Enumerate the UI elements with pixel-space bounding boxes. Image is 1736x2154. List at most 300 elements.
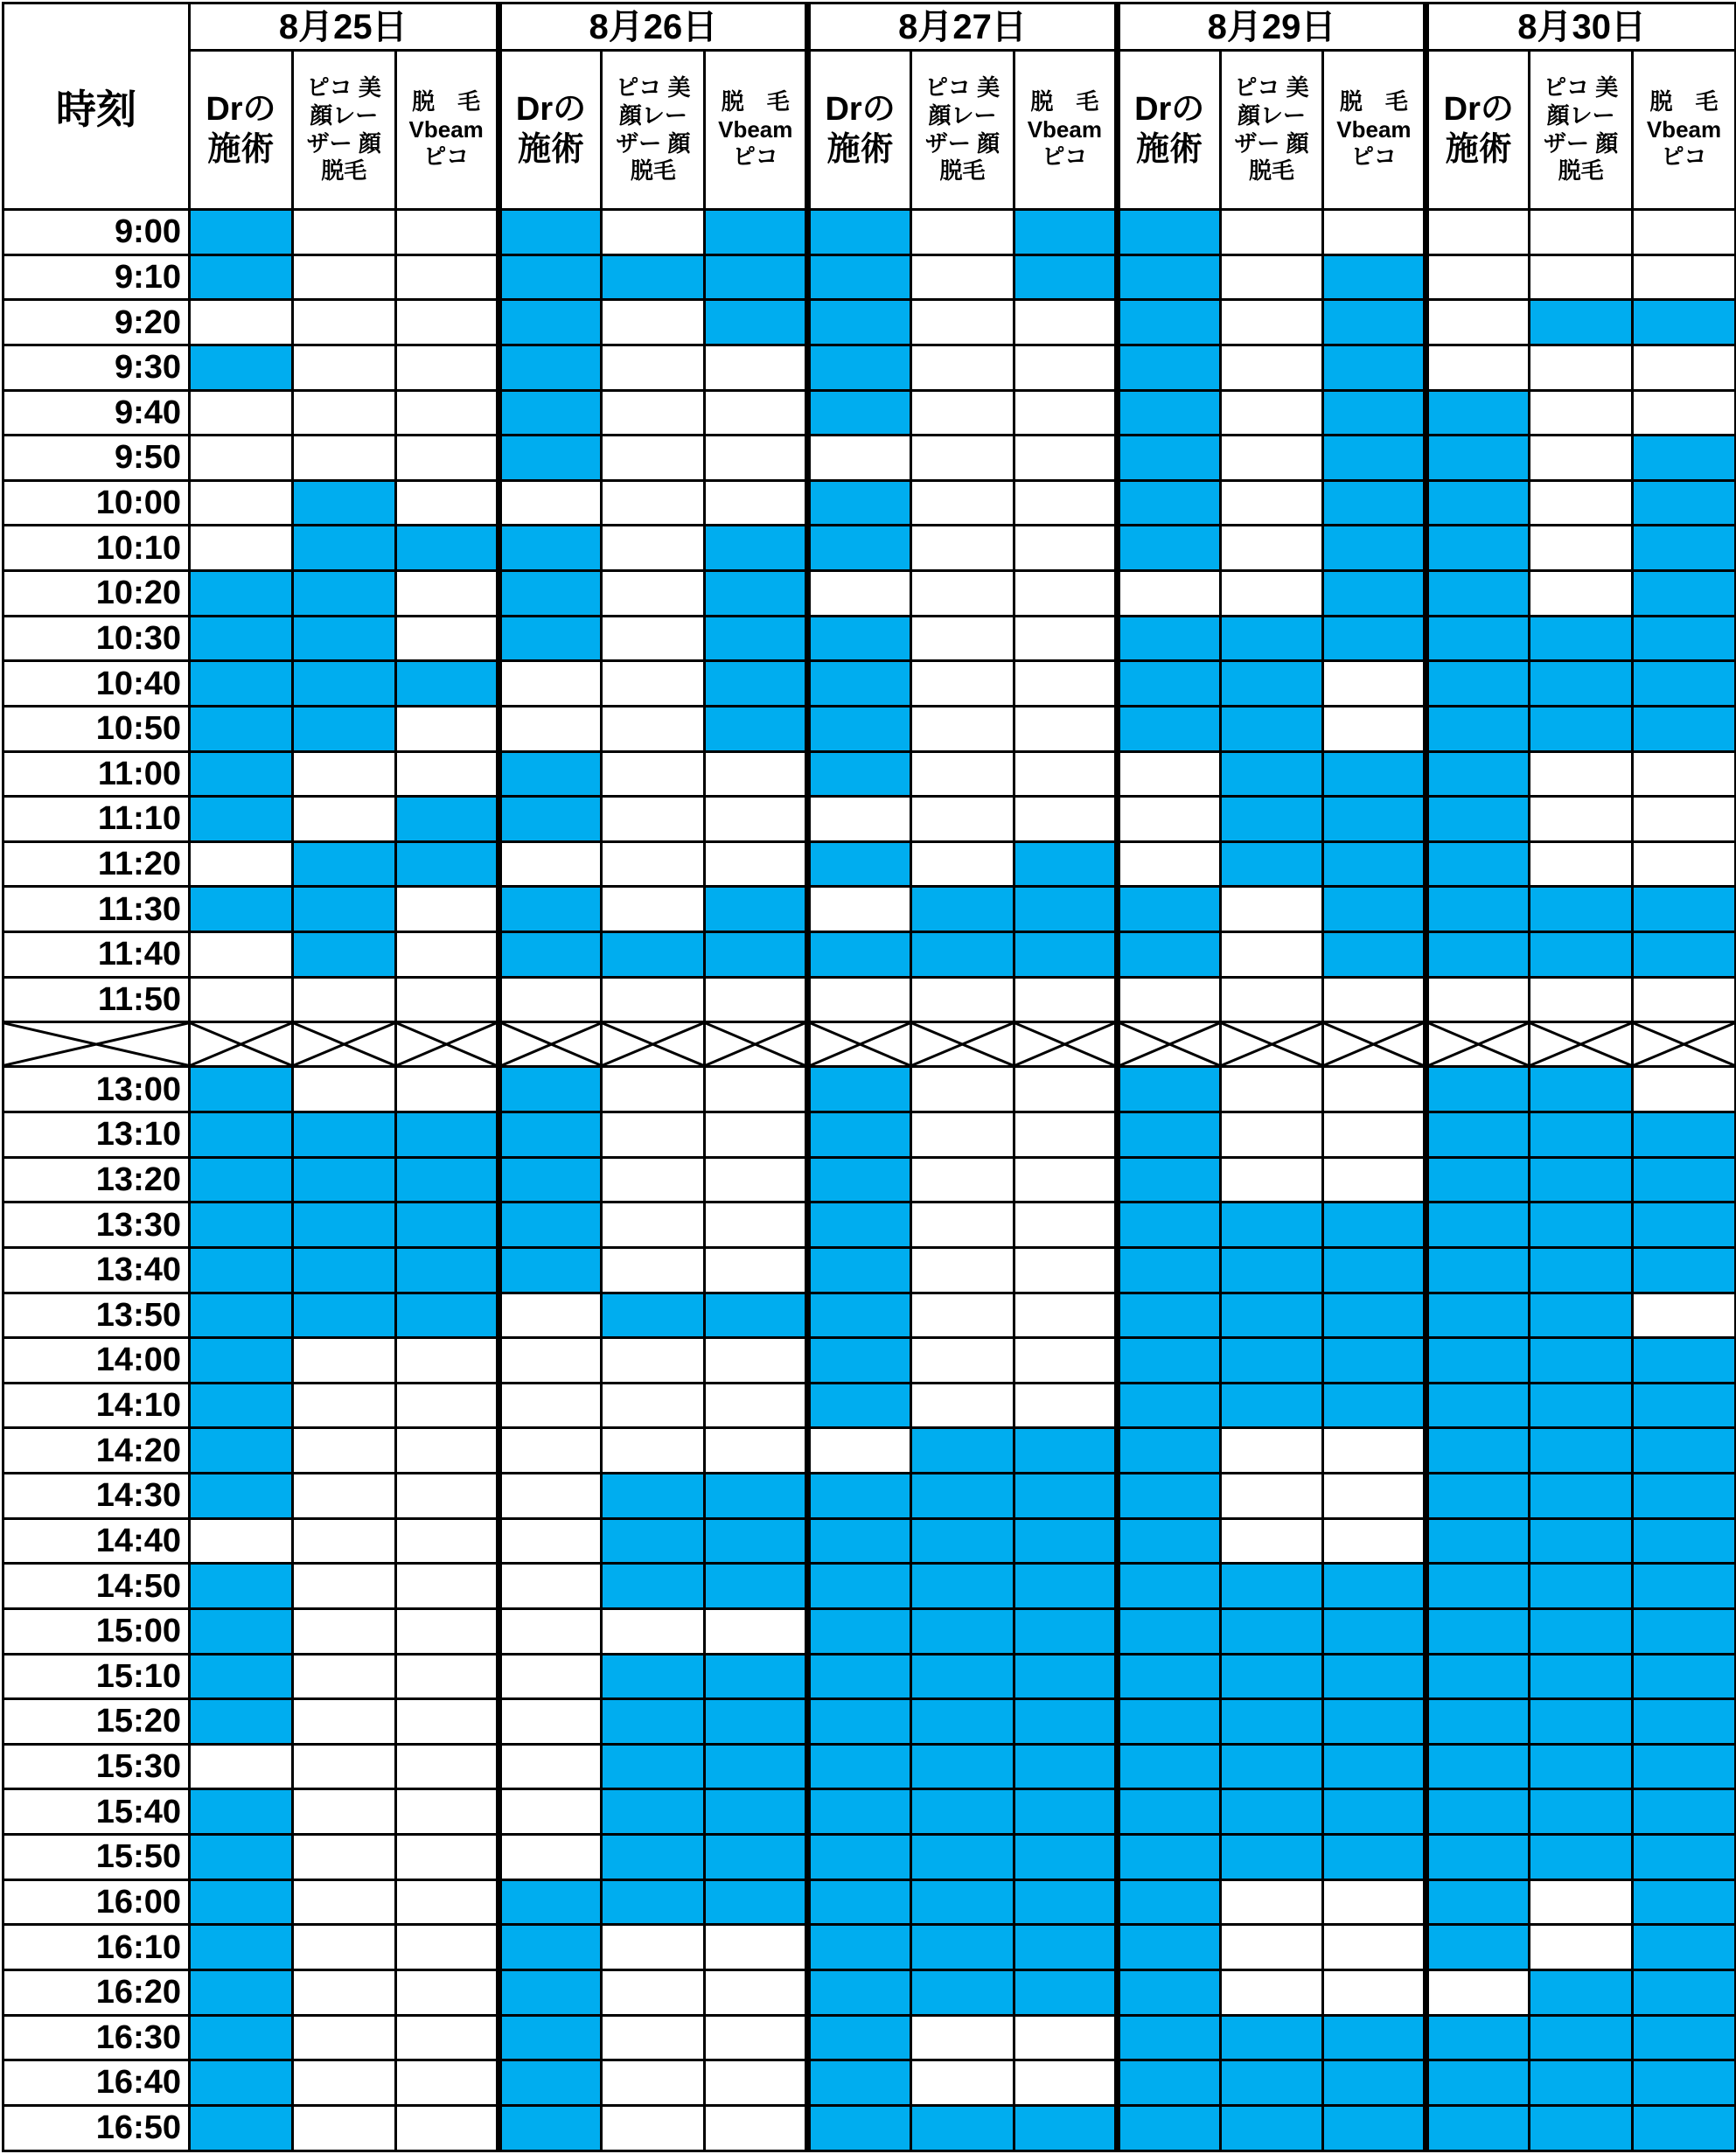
- slot-cell-open[interactable]: [1117, 751, 1220, 797]
- slot-cell-open[interactable]: [395, 1744, 498, 1789]
- slot-cell-open[interactable]: [705, 1067, 808, 1112]
- slot-cell-booked[interactable]: [498, 254, 602, 300]
- slot-cell-booked[interactable]: [1323, 1608, 1426, 1654]
- slot-cell-booked[interactable]: [911, 1518, 1014, 1564]
- slot-cell-booked[interactable]: [808, 2105, 911, 2151]
- slot-cell-open[interactable]: [395, 1925, 498, 1970]
- slot-cell-open[interactable]: [292, 1067, 395, 1112]
- slot-cell-booked[interactable]: [1426, 1338, 1530, 1384]
- slot-cell-booked[interactable]: [1117, 1338, 1220, 1384]
- slot-cell-open[interactable]: [395, 345, 498, 390]
- slot-cell-open[interactable]: [911, 1338, 1014, 1384]
- slot-cell-booked[interactable]: [498, 1969, 602, 2015]
- slot-cell-booked[interactable]: [1426, 1835, 1530, 1880]
- slot-cell-open[interactable]: [292, 210, 395, 255]
- slot-cell-open[interactable]: [292, 1699, 395, 1745]
- slot-cell-booked[interactable]: [1117, 254, 1220, 300]
- slot-cell-open[interactable]: [498, 1564, 602, 1609]
- slot-cell-booked[interactable]: [1633, 1969, 1736, 2015]
- slot-cell-booked[interactable]: [1530, 1067, 1633, 1112]
- slot-cell-booked[interactable]: [1633, 1925, 1736, 1970]
- slot-cell-booked[interactable]: [911, 1699, 1014, 1745]
- slot-cell-open[interactable]: [190, 841, 293, 887]
- slot-cell-open[interactable]: [292, 1789, 395, 1835]
- slot-cell-booked[interactable]: [808, 1518, 911, 1564]
- slot-cell-open[interactable]: [1220, 300, 1323, 345]
- slot-cell-open[interactable]: [602, 300, 705, 345]
- slot-cell-booked[interactable]: [1426, 706, 1530, 751]
- slot-cell-booked[interactable]: [1323, 254, 1426, 300]
- slot-cell-open[interactable]: [395, 1428, 498, 1474]
- slot-cell-booked[interactable]: [808, 1608, 911, 1654]
- slot-cell-booked[interactable]: [1633, 1157, 1736, 1202]
- slot-cell-booked[interactable]: [292, 706, 395, 751]
- slot-cell-booked[interactable]: [602, 1744, 705, 1789]
- slot-cell-open[interactable]: [911, 1383, 1014, 1428]
- slot-cell-booked[interactable]: [911, 1428, 1014, 1474]
- slot-cell-booked[interactable]: [1426, 1699, 1530, 1745]
- slot-cell-open[interactable]: [395, 254, 498, 300]
- slot-cell-booked[interactable]: [1426, 887, 1530, 932]
- slot-cell-booked[interactable]: [1117, 1112, 1220, 1158]
- slot-cell-booked[interactable]: [1633, 706, 1736, 751]
- slot-cell-booked[interactable]: [1117, 1699, 1220, 1745]
- slot-cell-booked[interactable]: [1633, 1879, 1736, 1925]
- slot-cell-open[interactable]: [1220, 480, 1323, 526]
- slot-cell-booked[interactable]: [1117, 1969, 1220, 2015]
- slot-cell-open[interactable]: [395, 300, 498, 345]
- slot-cell-booked[interactable]: [1530, 1112, 1633, 1158]
- slot-cell-booked[interactable]: [1014, 932, 1117, 978]
- slot-cell-booked[interactable]: [1530, 1338, 1633, 1384]
- slot-cell-booked[interactable]: [395, 841, 498, 887]
- slot-cell-open[interactable]: [602, 526, 705, 571]
- slot-cell-open[interactable]: [602, 1157, 705, 1202]
- slot-cell-booked[interactable]: [1220, 1835, 1323, 1880]
- slot-cell-booked[interactable]: [1220, 1699, 1323, 1745]
- slot-cell-open[interactable]: [911, 300, 1014, 345]
- slot-cell-open[interactable]: [498, 1744, 602, 1789]
- slot-cell-open[interactable]: [911, 661, 1014, 707]
- slot-cell-open[interactable]: [1014, 2060, 1117, 2106]
- slot-cell-booked[interactable]: [1014, 1474, 1117, 1519]
- slot-cell-booked[interactable]: [1323, 1383, 1426, 1428]
- slot-cell-open[interactable]: [292, 1608, 395, 1654]
- slot-cell-open[interactable]: [1530, 390, 1633, 436]
- slot-cell-booked[interactable]: [1117, 1925, 1220, 1970]
- slot-cell-booked[interactable]: [1323, 390, 1426, 436]
- slot-cell-open[interactable]: [1220, 390, 1323, 436]
- slot-cell-open[interactable]: [1633, 345, 1736, 390]
- slot-cell-booked[interactable]: [498, 751, 602, 797]
- slot-cell-open[interactable]: [911, 571, 1014, 617]
- slot-cell-open[interactable]: [395, 436, 498, 481]
- slot-cell-open[interactable]: [1426, 300, 1530, 345]
- slot-cell-booked[interactable]: [1117, 1474, 1220, 1519]
- slot-cell-open[interactable]: [602, 480, 705, 526]
- slot-cell-open[interactable]: [1014, 616, 1117, 661]
- slot-cell-booked[interactable]: [705, 1564, 808, 1609]
- slot-cell-booked[interactable]: [292, 1157, 395, 1202]
- slot-cell-booked[interactable]: [1426, 841, 1530, 887]
- slot-cell-booked[interactable]: [1323, 1293, 1426, 1338]
- slot-cell-booked[interactable]: [1220, 797, 1323, 842]
- slot-cell-booked[interactable]: [1014, 1744, 1117, 1789]
- slot-cell-booked[interactable]: [1426, 1789, 1530, 1835]
- slot-cell-booked[interactable]: [1117, 1518, 1220, 1564]
- slot-cell-open[interactable]: [1426, 210, 1530, 255]
- slot-cell-booked[interactable]: [1426, 2015, 1530, 2060]
- slot-cell-booked[interactable]: [1426, 1067, 1530, 1112]
- slot-cell-booked[interactable]: [602, 1293, 705, 1338]
- slot-cell-booked[interactable]: [498, 210, 602, 255]
- slot-cell-booked[interactable]: [395, 1293, 498, 1338]
- slot-cell-open[interactable]: [602, 1428, 705, 1474]
- slot-cell-booked[interactable]: [1323, 345, 1426, 390]
- slot-cell-booked[interactable]: [1530, 1699, 1633, 1745]
- slot-cell-open[interactable]: [602, 797, 705, 842]
- slot-cell-booked[interactable]: [705, 1789, 808, 1835]
- slot-cell-open[interactable]: [498, 977, 602, 1022]
- slot-cell-open[interactable]: [705, 2060, 808, 2106]
- slot-cell-booked[interactable]: [911, 1835, 1014, 1880]
- slot-cell-open[interactable]: [498, 1699, 602, 1745]
- slot-cell-booked[interactable]: [808, 1293, 911, 1338]
- slot-cell-open[interactable]: [292, 300, 395, 345]
- slot-cell-booked[interactable]: [1426, 1383, 1530, 1428]
- slot-cell-booked[interactable]: [602, 1699, 705, 1745]
- slot-cell-booked[interactable]: [1323, 2015, 1426, 2060]
- slot-cell-open[interactable]: [1014, 1383, 1117, 1428]
- slot-cell-booked[interactable]: [1117, 616, 1220, 661]
- slot-cell-open[interactable]: [292, 436, 395, 481]
- slot-cell-booked[interactable]: [190, 1383, 293, 1428]
- slot-cell-open[interactable]: [190, 1518, 293, 1564]
- slot-cell-booked[interactable]: [602, 1654, 705, 1699]
- slot-cell-open[interactable]: [705, 1383, 808, 1428]
- slot-cell-booked[interactable]: [1220, 1247, 1323, 1293]
- slot-cell-open[interactable]: [911, 1247, 1014, 1293]
- slot-cell-booked[interactable]: [395, 526, 498, 571]
- slot-cell-open[interactable]: [808, 887, 911, 932]
- slot-cell-booked[interactable]: [911, 1654, 1014, 1699]
- slot-cell-booked[interactable]: [1530, 2105, 1633, 2151]
- slot-cell-booked[interactable]: [1220, 1608, 1323, 1654]
- slot-cell-open[interactable]: [602, 345, 705, 390]
- slot-cell-booked[interactable]: [1117, 1654, 1220, 1699]
- slot-cell-open[interactable]: [1220, 526, 1323, 571]
- slot-cell-open[interactable]: [1220, 436, 1323, 481]
- slot-cell-booked[interactable]: [1530, 300, 1633, 345]
- slot-cell-booked[interactable]: [1323, 616, 1426, 661]
- slot-cell-open[interactable]: [705, 1925, 808, 1970]
- slot-cell-booked[interactable]: [1117, 661, 1220, 707]
- slot-cell-booked[interactable]: [602, 1518, 705, 1564]
- slot-cell-booked[interactable]: [1633, 2060, 1736, 2106]
- slot-cell-open[interactable]: [602, 1067, 705, 1112]
- slot-cell-booked[interactable]: [1323, 2060, 1426, 2106]
- slot-cell-booked[interactable]: [190, 1969, 293, 2015]
- slot-cell-booked[interactable]: [190, 1112, 293, 1158]
- slot-cell-open[interactable]: [395, 1608, 498, 1654]
- slot-cell-booked[interactable]: [1426, 1879, 1530, 1925]
- slot-cell-booked[interactable]: [911, 1474, 1014, 1519]
- slot-cell-booked[interactable]: [1633, 616, 1736, 661]
- slot-cell-open[interactable]: [705, 1608, 808, 1654]
- slot-cell-open[interactable]: [1014, 661, 1117, 707]
- slot-cell-booked[interactable]: [911, 1564, 1014, 1609]
- slot-cell-open[interactable]: [911, 526, 1014, 571]
- slot-cell-booked[interactable]: [705, 1835, 808, 1880]
- slot-cell-booked[interactable]: [1530, 1654, 1633, 1699]
- slot-cell-booked[interactable]: [1117, 480, 1220, 526]
- slot-cell-booked[interactable]: [1014, 254, 1117, 300]
- slot-cell-open[interactable]: [1530, 841, 1633, 887]
- slot-cell-booked[interactable]: [1323, 1654, 1426, 1699]
- slot-cell-booked[interactable]: [498, 797, 602, 842]
- slot-cell-booked[interactable]: [1323, 1202, 1426, 1248]
- slot-cell-open[interactable]: [808, 1428, 911, 1474]
- slot-cell-open[interactable]: [1323, 1157, 1426, 1202]
- slot-cell-booked[interactable]: [1530, 932, 1633, 978]
- slot-cell-open[interactable]: [911, 254, 1014, 300]
- slot-cell-open[interactable]: [1530, 480, 1633, 526]
- slot-cell-booked[interactable]: [705, 254, 808, 300]
- slot-cell-open[interactable]: [1530, 526, 1633, 571]
- slot-cell-booked[interactable]: [1117, 1744, 1220, 1789]
- slot-cell-open[interactable]: [602, 887, 705, 932]
- slot-cell-booked[interactable]: [1014, 1654, 1117, 1699]
- slot-cell-open[interactable]: [1220, 1925, 1323, 1970]
- slot-cell-booked[interactable]: [808, 254, 911, 300]
- slot-cell-booked[interactable]: [190, 1293, 293, 1338]
- slot-cell-booked[interactable]: [395, 1202, 498, 1248]
- slot-cell-open[interactable]: [911, 2060, 1014, 2106]
- slot-cell-open[interactable]: [602, 1608, 705, 1654]
- slot-cell-booked[interactable]: [705, 706, 808, 751]
- slot-cell-open[interactable]: [1014, 480, 1117, 526]
- slot-cell-booked[interactable]: [1220, 1744, 1323, 1789]
- slot-cell-open[interactable]: [1220, 1879, 1323, 1925]
- slot-cell-booked[interactable]: [1426, 1293, 1530, 1338]
- slot-cell-open[interactable]: [602, 1925, 705, 1970]
- slot-cell-booked[interactable]: [602, 1564, 705, 1609]
- slot-cell-booked[interactable]: [190, 1699, 293, 1745]
- slot-cell-booked[interactable]: [498, 932, 602, 978]
- slot-cell-booked[interactable]: [1530, 887, 1633, 932]
- slot-cell-booked[interactable]: [808, 1789, 911, 1835]
- slot-cell-booked[interactable]: [1220, 661, 1323, 707]
- slot-cell-open[interactable]: [190, 390, 293, 436]
- slot-cell-open[interactable]: [911, 797, 1014, 842]
- slot-cell-booked[interactable]: [1633, 1202, 1736, 1248]
- slot-cell-open[interactable]: [292, 1564, 395, 1609]
- slot-cell-open[interactable]: [292, 1744, 395, 1789]
- slot-cell-booked[interactable]: [498, 300, 602, 345]
- slot-cell-open[interactable]: [292, 1474, 395, 1519]
- slot-cell-booked[interactable]: [1117, 390, 1220, 436]
- slot-cell-open[interactable]: [1220, 254, 1323, 300]
- slot-cell-booked[interactable]: [1117, 1247, 1220, 1293]
- slot-cell-open[interactable]: [808, 571, 911, 617]
- slot-cell-open[interactable]: [1220, 1428, 1323, 1474]
- slot-cell-booked[interactable]: [498, 887, 602, 932]
- slot-cell-open[interactable]: [292, 797, 395, 842]
- slot-cell-open[interactable]: [1220, 571, 1323, 617]
- slot-cell-booked[interactable]: [808, 1969, 911, 2015]
- slot-cell-open[interactable]: [292, 1338, 395, 1384]
- slot-cell-booked[interactable]: [1117, 932, 1220, 978]
- slot-cell-open[interactable]: [911, 2015, 1014, 2060]
- slot-cell-open[interactable]: [292, 977, 395, 1022]
- slot-cell-booked[interactable]: [190, 210, 293, 255]
- slot-cell-booked[interactable]: [1633, 932, 1736, 978]
- slot-cell-booked[interactable]: [1633, 1789, 1736, 1835]
- slot-cell-booked[interactable]: [498, 1247, 602, 1293]
- slot-cell-open[interactable]: [1530, 210, 1633, 255]
- slot-cell-booked[interactable]: [1426, 661, 1530, 707]
- slot-cell-booked[interactable]: [705, 887, 808, 932]
- slot-cell-open[interactable]: [292, 1925, 395, 1970]
- slot-cell-booked[interactable]: [1426, 1157, 1530, 1202]
- slot-cell-booked[interactable]: [498, 2105, 602, 2151]
- slot-cell-booked[interactable]: [1530, 616, 1633, 661]
- slot-cell-booked[interactable]: [808, 300, 911, 345]
- slot-cell-booked[interactable]: [1220, 1202, 1323, 1248]
- slot-cell-booked[interactable]: [1014, 1608, 1117, 1654]
- slot-cell-booked[interactable]: [1323, 751, 1426, 797]
- slot-cell-open[interactable]: [395, 1383, 498, 1428]
- slot-cell-open[interactable]: [395, 480, 498, 526]
- slot-cell-open[interactable]: [911, 1112, 1014, 1158]
- slot-cell-open[interactable]: [395, 1338, 498, 1384]
- slot-cell-open[interactable]: [498, 1654, 602, 1699]
- slot-cell-booked[interactable]: [1530, 2060, 1633, 2106]
- slot-cell-booked[interactable]: [808, 526, 911, 571]
- slot-cell-booked[interactable]: [1117, 1202, 1220, 1248]
- slot-cell-booked[interactable]: [1530, 1157, 1633, 1202]
- slot-cell-open[interactable]: [602, 1383, 705, 1428]
- slot-cell-booked[interactable]: [911, 1789, 1014, 1835]
- slot-cell-booked[interactable]: [1530, 1383, 1633, 1428]
- slot-cell-open[interactable]: [190, 1744, 293, 1789]
- slot-cell-booked[interactable]: [190, 1789, 293, 1835]
- slot-cell-booked[interactable]: [705, 661, 808, 707]
- slot-cell-open[interactable]: [1220, 932, 1323, 978]
- slot-cell-booked[interactable]: [1426, 1202, 1530, 1248]
- slot-cell-open[interactable]: [395, 1789, 498, 1835]
- slot-cell-booked[interactable]: [1426, 1428, 1530, 1474]
- slot-cell-booked[interactable]: [190, 797, 293, 842]
- slot-cell-open[interactable]: [911, 390, 1014, 436]
- slot-cell-open[interactable]: [1323, 1518, 1426, 1564]
- slot-cell-booked[interactable]: [911, 1744, 1014, 1789]
- slot-cell-open[interactable]: [498, 706, 602, 751]
- slot-cell-open[interactable]: [705, 1969, 808, 2015]
- slot-cell-booked[interactable]: [292, 841, 395, 887]
- slot-cell-booked[interactable]: [1633, 1474, 1736, 1519]
- slot-cell-booked[interactable]: [395, 1112, 498, 1158]
- slot-cell-open[interactable]: [1633, 390, 1736, 436]
- slot-cell-booked[interactable]: [911, 1925, 1014, 1970]
- slot-cell-booked[interactable]: [1323, 1338, 1426, 1384]
- slot-cell-booked[interactable]: [808, 1654, 911, 1699]
- slot-cell-booked[interactable]: [190, 661, 293, 707]
- slot-cell-open[interactable]: [911, 436, 1014, 481]
- slot-cell-booked[interactable]: [808, 1744, 911, 1789]
- slot-cell-booked[interactable]: [292, 1247, 395, 1293]
- slot-cell-booked[interactable]: [190, 1564, 293, 1609]
- slot-cell-booked[interactable]: [1426, 526, 1530, 571]
- slot-cell-open[interactable]: [1220, 1157, 1323, 1202]
- slot-cell-booked[interactable]: [1220, 2105, 1323, 2151]
- slot-cell-open[interactable]: [1530, 751, 1633, 797]
- slot-cell-booked[interactable]: [705, 932, 808, 978]
- slot-cell-open[interactable]: [602, 1969, 705, 2015]
- slot-cell-booked[interactable]: [190, 1202, 293, 1248]
- slot-cell-booked[interactable]: [911, 1608, 1014, 1654]
- slot-cell-booked[interactable]: [1530, 1835, 1633, 1880]
- slot-cell-booked[interactable]: [1220, 2060, 1323, 2106]
- slot-cell-booked[interactable]: [498, 2060, 602, 2106]
- slot-cell-booked[interactable]: [498, 1925, 602, 1970]
- slot-cell-open[interactable]: [1014, 751, 1117, 797]
- slot-cell-booked[interactable]: [808, 210, 911, 255]
- slot-cell-open[interactable]: [705, 345, 808, 390]
- slot-cell-booked[interactable]: [1323, 1789, 1426, 1835]
- slot-cell-booked[interactable]: [1633, 436, 1736, 481]
- slot-cell-booked[interactable]: [1117, 887, 1220, 932]
- slot-cell-booked[interactable]: [1633, 1608, 1736, 1654]
- slot-cell-booked[interactable]: [1117, 1383, 1220, 1428]
- slot-cell-booked[interactable]: [705, 1654, 808, 1699]
- slot-cell-booked[interactable]: [1014, 1925, 1117, 1970]
- slot-cell-open[interactable]: [1014, 390, 1117, 436]
- slot-cell-open[interactable]: [1530, 1925, 1633, 1970]
- slot-cell-booked[interactable]: [1117, 706, 1220, 751]
- slot-cell-booked[interactable]: [1530, 1564, 1633, 1609]
- slot-cell-booked[interactable]: [1117, 526, 1220, 571]
- slot-cell-open[interactable]: [705, 751, 808, 797]
- slot-cell-booked[interactable]: [1530, 1744, 1633, 1789]
- slot-cell-open[interactable]: [292, 1428, 395, 1474]
- slot-cell-booked[interactable]: [1117, 1293, 1220, 1338]
- slot-cell-open[interactable]: [395, 1067, 498, 1112]
- slot-cell-booked[interactable]: [705, 616, 808, 661]
- slot-cell-booked[interactable]: [1014, 2105, 1117, 2151]
- slot-cell-booked[interactable]: [1220, 1293, 1323, 1338]
- slot-cell-booked[interactable]: [808, 932, 911, 978]
- slot-cell-booked[interactable]: [1014, 1789, 1117, 1835]
- slot-cell-open[interactable]: [705, 480, 808, 526]
- slot-cell-open[interactable]: [705, 390, 808, 436]
- slot-cell-booked[interactable]: [1117, 300, 1220, 345]
- slot-cell-booked[interactable]: [602, 1879, 705, 1925]
- slot-cell-open[interactable]: [1323, 1474, 1426, 1519]
- slot-cell-booked[interactable]: [808, 1383, 911, 1428]
- slot-cell-open[interactable]: [1633, 210, 1736, 255]
- slot-cell-open[interactable]: [1014, 1067, 1117, 1112]
- slot-cell-open[interactable]: [498, 1428, 602, 1474]
- slot-cell-open[interactable]: [395, 706, 498, 751]
- slot-cell-booked[interactable]: [292, 571, 395, 617]
- slot-cell-open[interactable]: [395, 1699, 498, 1745]
- slot-cell-booked[interactable]: [1530, 2015, 1633, 2060]
- slot-cell-booked[interactable]: [911, 2105, 1014, 2151]
- slot-cell-booked[interactable]: [498, 1202, 602, 1248]
- slot-cell-open[interactable]: [705, 1428, 808, 1474]
- slot-cell-open[interactable]: [1014, 1202, 1117, 1248]
